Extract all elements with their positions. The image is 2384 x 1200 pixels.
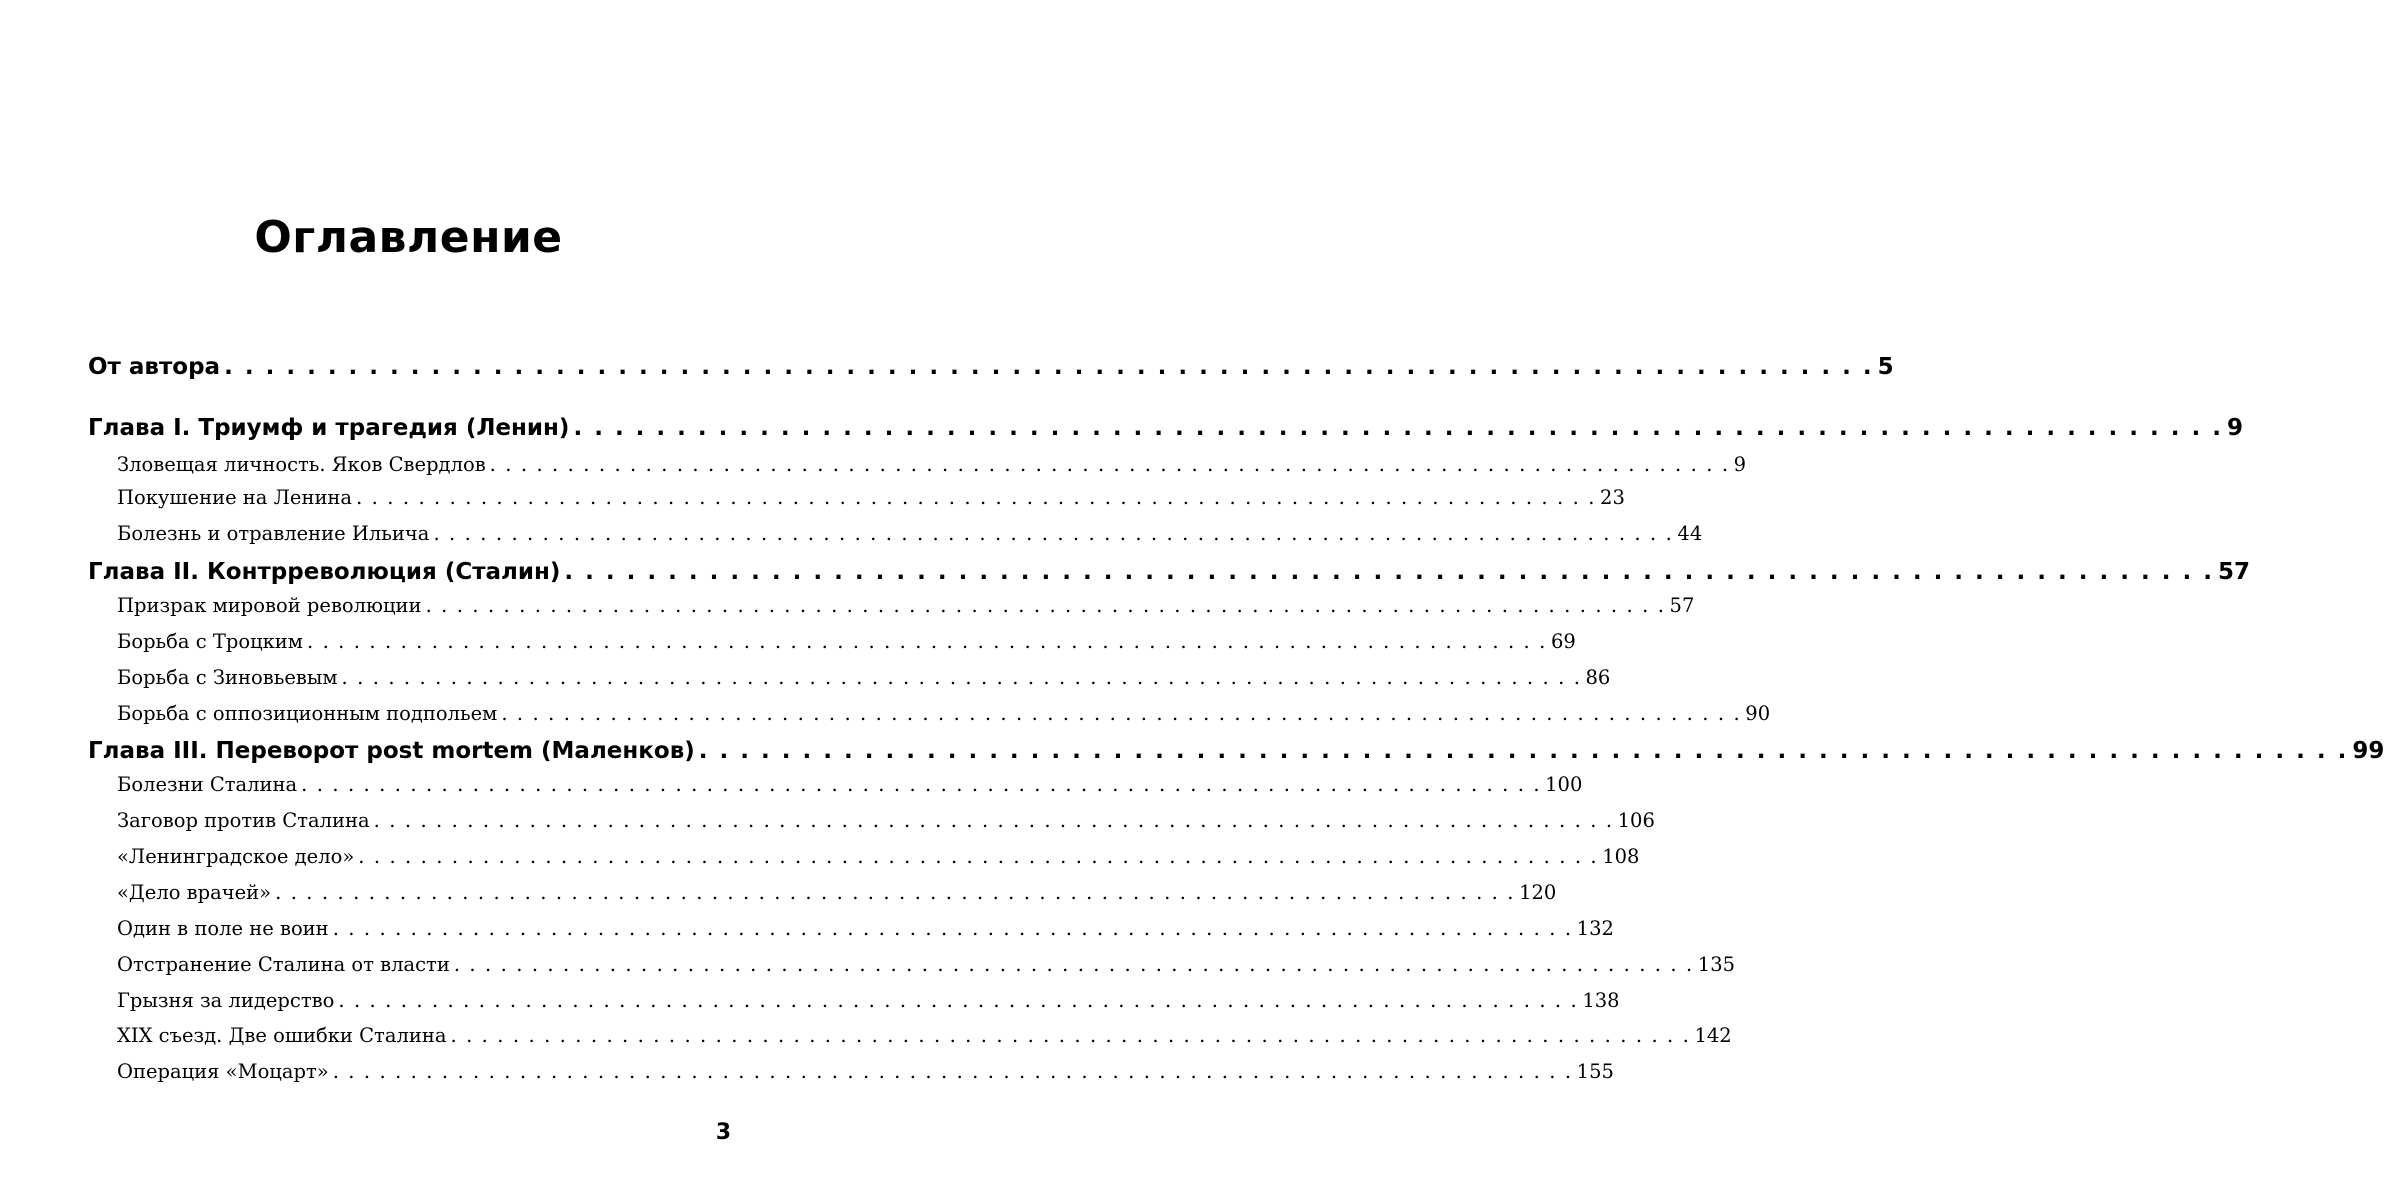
toc-section-row bbox=[117, 949, 1736, 981]
toc-entry-label: Борьба с Троцким bbox=[117, 630, 303, 653]
toc-chapter-row bbox=[88, 733, 2384, 769]
toc-entry-page: 69 bbox=[1550, 630, 1576, 653]
toc-section-row bbox=[117, 518, 1703, 550]
dot-leader: . . . . . . . . . . . . . . . . . . . . . . . . . . . . . . . . . . . . . . . . . . . . . . . . . . . . . . . . . . . . . . . . . . . . . . . . . . . . . . . . bbox=[332, 1060, 1573, 1083]
dot-leader: . . . . . . . . . . . . . . . . . . . . . . . . . . . . . . . . . . . . . . . . . . . . . . . . . . . . . . . . . . . . . . . . . . . . . . . . . . . . . . . . bbox=[373, 809, 1614, 832]
toc-entry-label: Призрак мировой революции bbox=[117, 594, 422, 617]
toc-entry-label: Глава III. Переворот post mortem (Маленков) bbox=[88, 738, 695, 764]
toc-section-row bbox=[117, 590, 1695, 622]
toc-entry-page: 23 bbox=[1600, 486, 1625, 509]
toc-section-row bbox=[117, 913, 1614, 945]
toc-entry-page: 57 bbox=[2218, 559, 2251, 585]
toc-section-row bbox=[117, 1056, 1614, 1088]
toc-section-row bbox=[117, 1020, 1732, 1052]
toc-entry-page: 120 bbox=[1519, 881, 1557, 904]
toc-section-row bbox=[117, 805, 1655, 837]
toc-entry-page: 99 bbox=[2352, 738, 2384, 764]
toc-entry-page: 138 bbox=[1582, 989, 1620, 1012]
toc-entry-label: XIX съезд. Две ошибки Сталина bbox=[117, 1024, 447, 1047]
dot-leader: . . . . . . . . . . . . . . . . . . . . . . . . . . . . . . . . . . . . . . . . . . . . . . . . . . . . . . . . . . . . . . . . . . . . . . . . . . . . . . . . bbox=[341, 666, 1582, 689]
toc-entry-label: Зловещая личность. Яков Свердлов bbox=[117, 453, 486, 476]
toc-section-row bbox=[117, 841, 1640, 873]
dot-leader: . . . . . . . . . . . . . . . . . . . . . . . . . . . . . . . . . . . . . . . . . . . . . . . . . . . . . . . . . . . . . . . . . . . . . . . . . . . . . . . . bbox=[224, 354, 1874, 380]
toc-section-row bbox=[117, 626, 1576, 658]
toc-section-row bbox=[117, 482, 1625, 514]
toc-entry-page: 135 bbox=[1697, 953, 1736, 976]
dot-leader: . . . . . . . . . . . . . . . . . . . . . . . . . . . . . . . . . . . . . . . . . . . . . . . . . . . . . . . . . . . . . . . . . . . . . . . . . . . . . . . . bbox=[453, 953, 1694, 976]
dot-leader: . . . . . . . . . . . . . . . . . . . . . . . . . . . . . . . . . . . . . . . . . . . . . . . . . . . . . . . . . . . . . . . . . . . . . . . . . . . . . . . . bbox=[338, 989, 1579, 1012]
page-number: 3 bbox=[715, 1120, 731, 1145]
toc-section-row bbox=[117, 698, 1771, 730]
dot-leader: . . . . . . . . . . . . . . . . . . . . . . . . . . . . . . . . . . . . . . . . . . . . . . . . . . . . . . . . . . . . . . . . . . . . . . . . . . . . . . . . bbox=[501, 702, 1742, 725]
dot-leader: . . . . . . . . . . . . . . . . . . . . . . . . . . . . . . . . . . . . . . . . . . . . . . . . . . . . . . . . . . . . . . . . . . . . . . . . . . . . . . . . bbox=[358, 845, 1599, 868]
toc-entry-label: Один в поле не воин bbox=[117, 917, 329, 940]
toc-entry-page: 100 bbox=[1545, 773, 1583, 796]
dot-leader: . . . . . . . . . . . . . . . . . . . . . . . . . . . . . . . . . . . . . . . . . . . . . . . . . . . . . . . . . . . . . . . . . . . . . . . . . . . . . . . . bbox=[332, 917, 1573, 940]
toc-entry-label: Болезнь и отравление Ильича bbox=[117, 522, 430, 545]
dot-leader: . . . . . . . . . . . . . . . . . . . . . . . . . . . . . . . . . . . . . . . . . . . . . . . . . . . . . . . . . . . . . . . . . . . . . . . . . . . . . . . . bbox=[450, 1024, 1691, 1047]
dot-leader: . . . . . . . . . . . . . . . . . . . . . . . . . . . . . . . . . . . . . . . . . . . . . . . . . . . . . . . . . . . . . . . . . . . . . . . . . . . . . . . . bbox=[306, 630, 1547, 653]
page-title: Оглавление bbox=[254, 212, 563, 263]
dot-leader: . . . . . . . . . . . . . . . . . . . . . . . . . . . . . . . . . . . . . . . . . . . . . . . . . . . . . . . . . . . . . . . . . . . . . . . . . . . . . . . . bbox=[301, 773, 1542, 796]
toc-entry-label: Операция «Моцарт» bbox=[117, 1060, 329, 1083]
dot-leader: . . . . . . . . . . . . . . . . . . . . . . . . . . . . . . . . . . . . . . . . . . . . . . . . . . . . . . . . . . . . . . . . . . . . . . . . . . . . . . . . bbox=[433, 522, 1674, 545]
toc-entry-page: 106 bbox=[1617, 809, 1655, 832]
toc-entry-label: Глава I. Триумф и трагедия (Ленин) bbox=[88, 415, 570, 441]
toc-entry-label: Покушение на Ленина bbox=[117, 486, 353, 509]
dot-leader: . . . . . . . . . . . . . . . . . . . . . . . . . . . . . . . . . . . . . . . . . . . . . . . . . . . . . . . . . . . . . . . . . . . . . . . . . . . . . . . . bbox=[564, 559, 2214, 585]
toc-chapter-row bbox=[88, 349, 1894, 385]
toc-chapter-row bbox=[88, 410, 2244, 446]
toc-entry-page: 5 bbox=[1877, 354, 1894, 380]
toc-section-row bbox=[117, 449, 1747, 481]
toc-section-row bbox=[117, 662, 1611, 694]
toc-entry-page: 108 bbox=[1602, 845, 1640, 868]
toc-entry-label: «Дело врачей» bbox=[117, 881, 272, 904]
toc-entry-label: Глава II. Контрреволюция (Сталин) bbox=[88, 559, 561, 585]
toc-entry-page: 142 bbox=[1694, 1024, 1732, 1047]
dot-leader: . . . . . . . . . . . . . . . . . . . . . . . . . . . . . . . . . . . . . . . . . . . . . . . . . . . . . . . . . . . . . . . . . . . . . . . . . . . . . . . . bbox=[573, 415, 2224, 441]
toc-entry-label: Отстранение Сталина от власти bbox=[117, 953, 450, 976]
toc-entry-page: 155 bbox=[1576, 1060, 1614, 1083]
toc-chapter-row bbox=[88, 554, 2251, 590]
dot-leader: . . . . . . . . . . . . . . . . . . . . . . . . . . . . . . . . . . . . . . . . . . . . . . . . . . . . . . . . . . . . . . . . . . . . . . . . . . . . . . . . bbox=[425, 594, 1666, 617]
dot-leader: . . . . . . . . . . . . . . . . . . . . . . . . . . . . . . . . . . . . . . . . . . . . . . . . . . . . . . . . . . . . . . . . . . . . . . . . . . . . . . . . bbox=[275, 881, 1516, 904]
dot-leader: . . . . . . . . . . . . . . . . . . . . . . . . . . . . . . . . . . . . . . . . . . . . . . . . . . . . . . . . . . . . . . . . . . . . . . . . . . . . . . . . bbox=[356, 486, 1597, 509]
toc-entry-label: От автора bbox=[88, 354, 221, 380]
dot-leader: . . . . . . . . . . . . . . . . . . . . . . . . . . . . . . . . . . . . . . . . . . . . . . . . . . . . . . . . . . . . . . . . . . . . . . . . . . . . . . . . bbox=[489, 453, 1730, 476]
toc-section-row bbox=[117, 877, 1557, 909]
toc-entry-label: Заговор против Сталина bbox=[117, 809, 370, 832]
toc-section-row bbox=[117, 769, 1583, 801]
dot-leader: . . . . . . . . . . . . . . . . . . . . . . . . . . . . . . . . . . . . . . . . . . . . . . . . . . . . . . . . . . . . . . . . . . . . . . . . . . . . . . . . bbox=[698, 738, 2349, 764]
toc-entry-page: 57 bbox=[1669, 594, 1695, 617]
toc-section-row bbox=[117, 985, 1620, 1017]
toc-entry-label: Борьба с Зиновьевым bbox=[117, 666, 338, 689]
toc-entry-page: 132 bbox=[1576, 917, 1614, 940]
toc-entry-page: 90 bbox=[1745, 702, 1771, 725]
toc-entry-page: 9 bbox=[2227, 415, 2244, 441]
toc-entry-page: 86 bbox=[1585, 666, 1611, 689]
toc-entry-label: Борьба с оппозиционным подпольем bbox=[117, 702, 498, 725]
toc-entry-page: 44 bbox=[1677, 522, 1703, 545]
toc-entry-label: Грызня за лидерство bbox=[117, 989, 335, 1012]
toc-entry-label: «Ленинградское дело» bbox=[117, 845, 355, 868]
toc-entry-page: 9 bbox=[1733, 453, 1747, 476]
toc-entry-label: Болезни Сталина bbox=[117, 773, 298, 796]
